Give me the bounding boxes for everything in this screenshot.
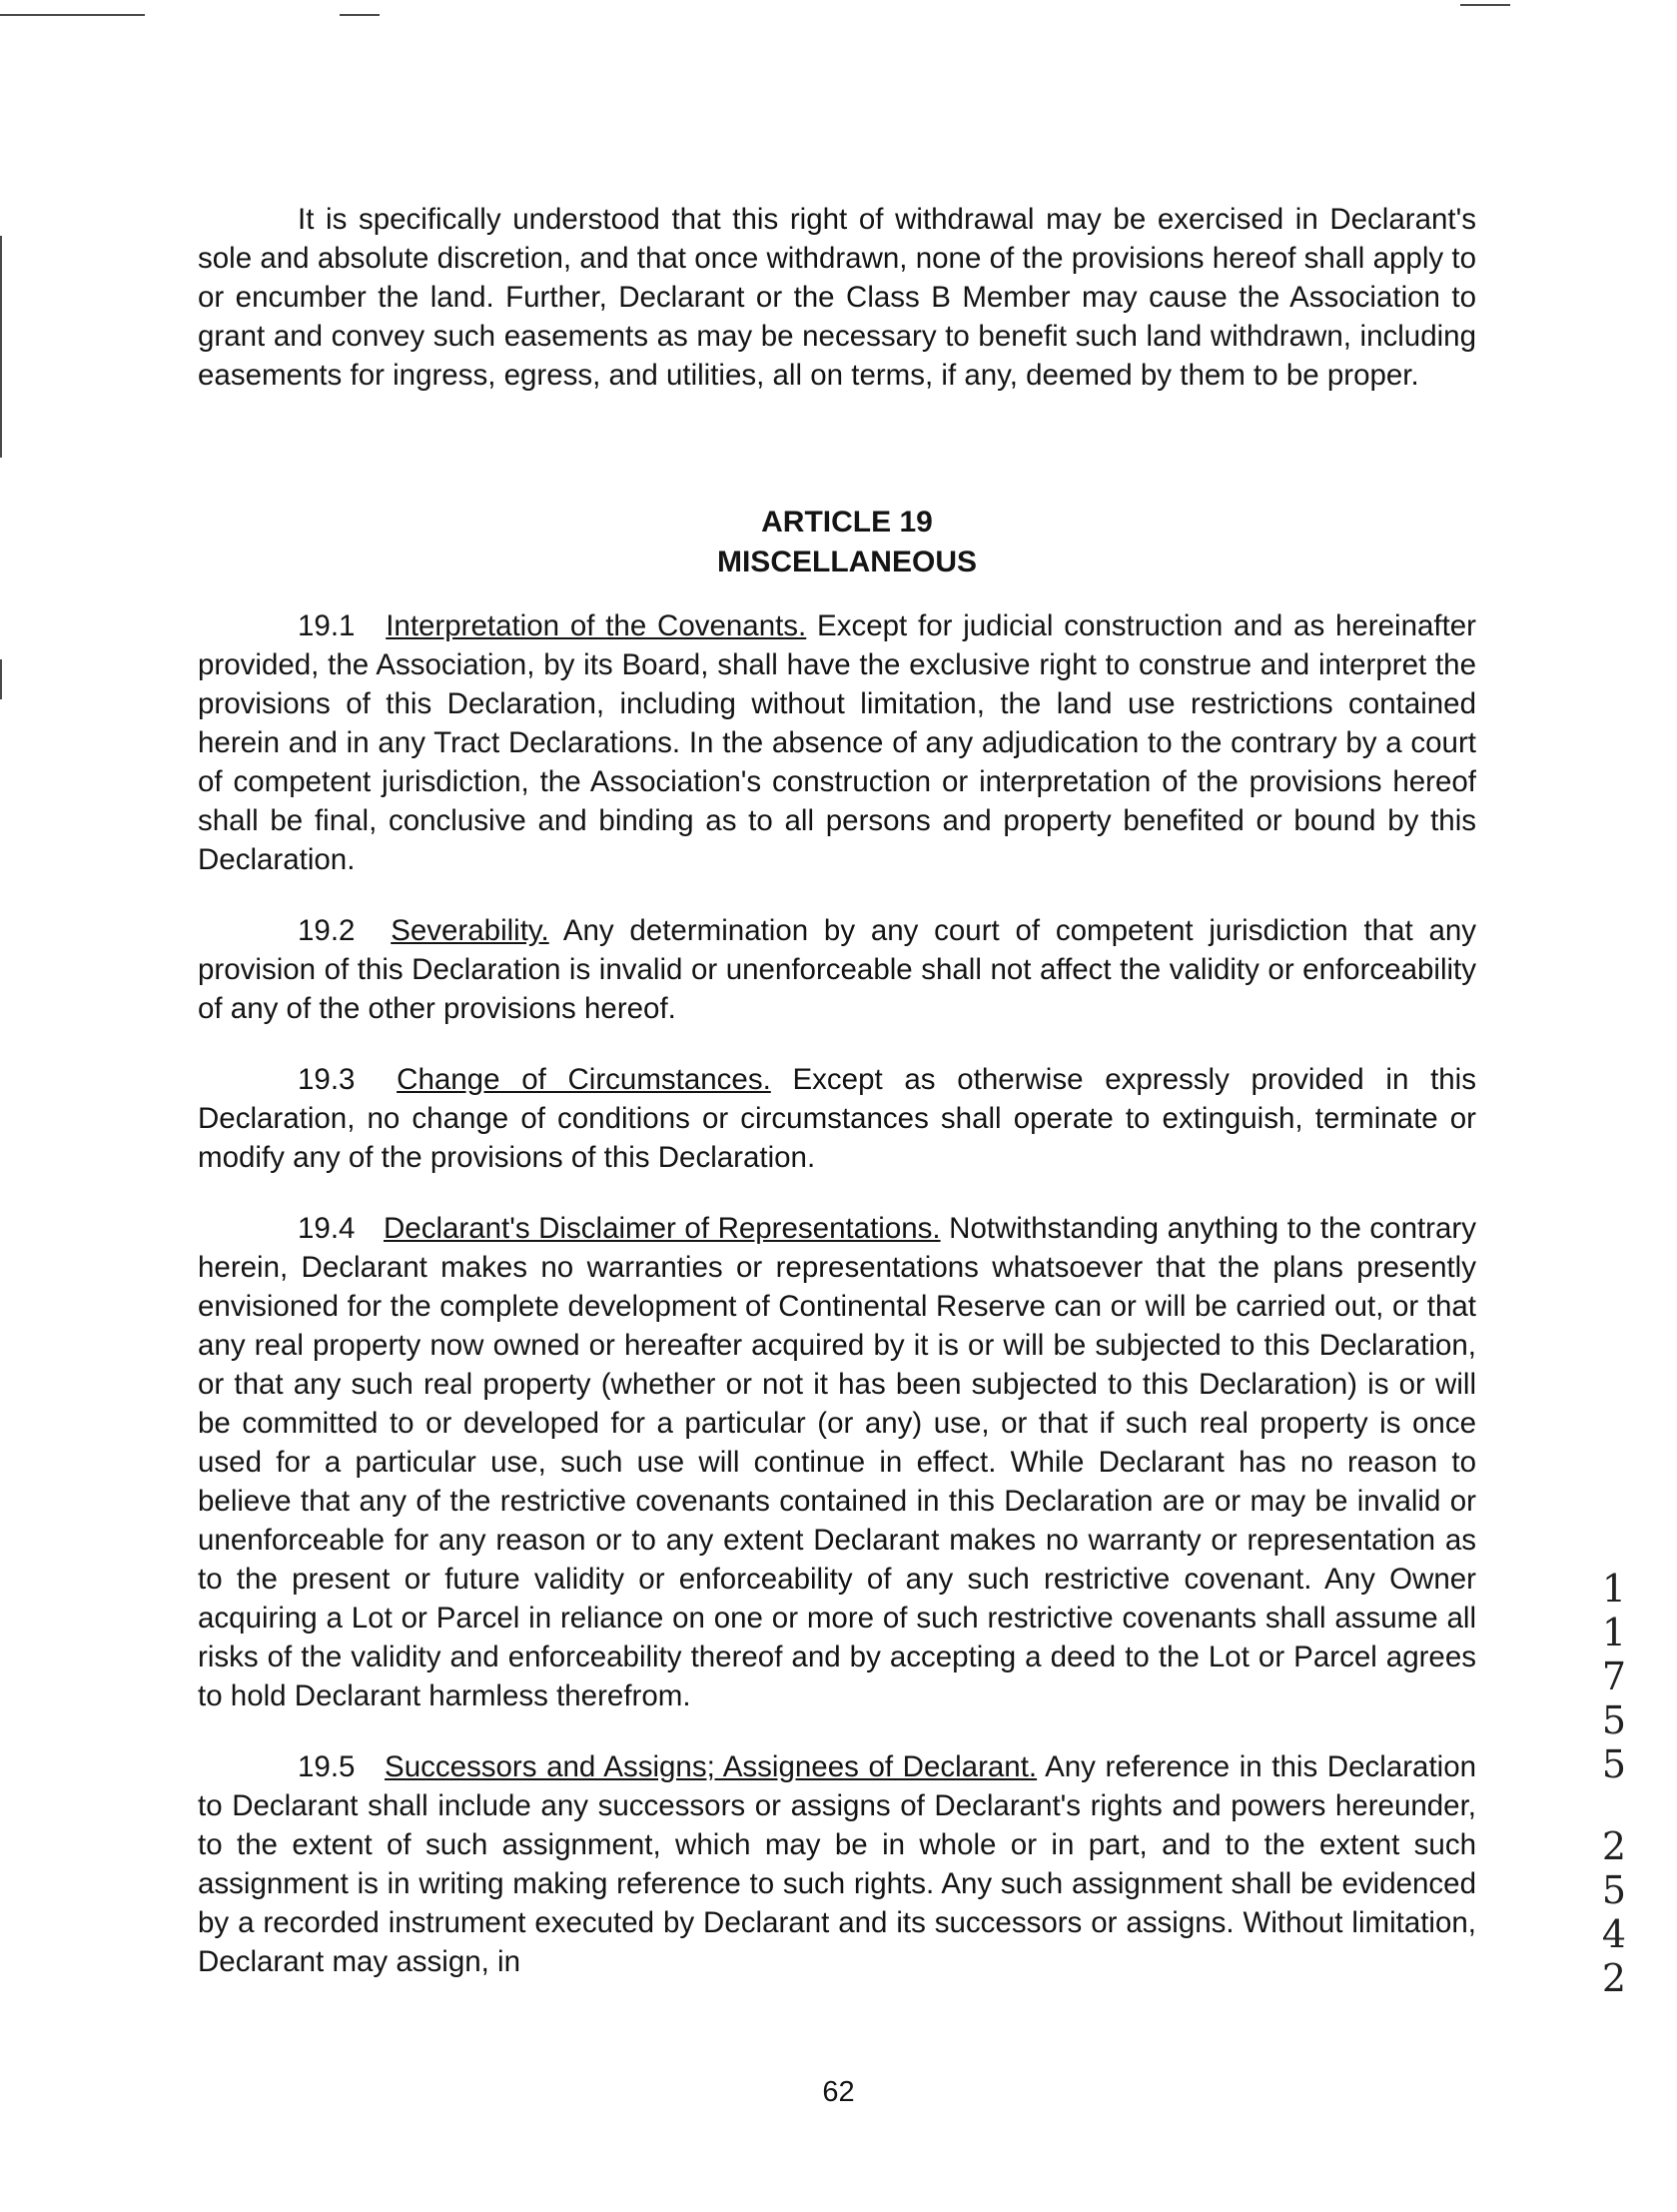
- section-19-4: [198, 1209, 1476, 1715]
- scan-artifact-top-left: [0, 14, 145, 16]
- section-title: Interpretation of the Covenants.: [386, 609, 807, 642]
- recording-digit: 1: [1601, 1611, 1627, 1655]
- section-19-3: [198, 1060, 1476, 1177]
- section-number: 19.1: [298, 609, 356, 642]
- recording-digit: 2: [1601, 1956, 1627, 2000]
- section-text: Notwithstanding anything to the contrary herein, Declarant makes no warranties or representations whatsoever that the plans presently envisioned for the complete development of Continental Reserve can or will be carried out, or that any real property now owned or hereafter acquired by it is or will be subjected to this Declaration, or that any such real property (whether or not it has been subjected to this Declaration) is or will be committed to or developed for a particular (or any) use, or that if such real property is once used for a particular use, such use will continue in effect. While Declarant has no reason to believe that any of the restrictive covenants contained in this Declaration are or may be invalid or unenforceable for any reason or to any extent Declarant makes no warranty or representation as to the present or future validity or enforceability of any such restrictive covenant. Any Owner acquiring a Lot or Parcel in reliance on one or more of such restrictive covenants shall assume all risks of the validity and enforceability thereof and by accepting a deed to the Lot or Parcel agrees to hold Declarant harmless therefrom.: [198, 1212, 1476, 1712]
- section-number: 19.4: [298, 1212, 356, 1245]
- section-number: 19.5: [298, 1750, 356, 1783]
- section-number: 19.2: [298, 914, 356, 947]
- section-19-2: [198, 911, 1476, 1028]
- section-text: Any determination by any court of competent jurisdiction that any provision of this Declaration is invalid or unenforceable shall not affect the validity or enforceability of any of the other provisions hereof.: [198, 914, 1477, 1025]
- recording-digit: 5: [1601, 1868, 1627, 1912]
- article-title: MISCELLANEOUS: [716, 546, 977, 578]
- section-title: Severability.: [391, 914, 549, 947]
- scan-artifact-left-edge: [0, 236, 2, 458]
- scan-artifact-top-mid: [340, 14, 380, 16]
- article-number: ARTICLE 19: [761, 506, 933, 539]
- recording-number-stamp: [1594, 1567, 1634, 2000]
- section-number: 19.3: [298, 1063, 356, 1096]
- recording-digit: 1: [1601, 1567, 1627, 1611]
- section-text: Except for judicial construction and as hereinafter provided, the Association, by its Board, shall have the exclusive right to construe and interpret the provisions of this Declaration, including without limitation, the land use restrictions contained herein and in any Tract Declarations. In the absence of any adjudication to the contrary by a court of competent jurisdiction, the Association's construction or interpretation of the provisions hereof shall be final, conclusive and binding as to all persons and property benefited or bound by this Declaration.: [198, 609, 1477, 876]
- scan-artifact-left-tick: [0, 659, 2, 699]
- recording-digit: 2: [1601, 1824, 1627, 1868]
- article-heading: [198, 503, 1476, 582]
- recording-digit: 5: [1601, 1742, 1627, 1786]
- section-text: Except as otherwise expressly provided in this Declaration, no change of conditions or circumstances shall operate to extinguish, terminate or modify any of the provisions of this Declaration.: [198, 1063, 1476, 1174]
- section-title: Change of Circumstances.: [397, 1063, 771, 1096]
- section-title: Declarant's Disclaimer of Representations.: [383, 1212, 941, 1245]
- scan-artifact-top-right: [1460, 4, 1510, 6]
- intro-paragraph: It is specifically understood that this right of withdrawal may be exercised in Declarant's sole and absolute discretion, and that once withdrawn, none of the provisions hereof shall apply to or encumber the land. Further, Declarant or the Class B Member may cause the Association to grant and convey such easements as may be necessary to benefit such land withdrawn, including easements for ingress, egress, and utilities, all on terms, if any, deemed by them to be proper.: [198, 203, 1476, 392]
- section-19-1: [198, 606, 1476, 879]
- recording-digit: 4: [1601, 1912, 1627, 1956]
- section-title: Successors and Assigns; Assignees of Declarant.: [385, 1750, 1038, 1783]
- recording-digit: 7: [1601, 1655, 1627, 1698]
- section-19-5: [198, 1747, 1476, 1981]
- page-number: 62: [822, 2076, 855, 2108]
- recording-digit: 5: [1601, 1698, 1627, 1742]
- document-body: [198, 200, 1476, 2013]
- section-text: Any reference in this Declaration to Declarant shall include any successors or assigns of Declarant's rights and powers hereunder, to the extent of such assignment, which may be in whole or in part, and to the extent such assignment is in writing making reference to such rights. Any such assignment shall be evidenced by a recorded instrument executed by Declarant and its successors or assigns. Without limitation, Declarant may assign, in: [198, 1750, 1477, 1978]
